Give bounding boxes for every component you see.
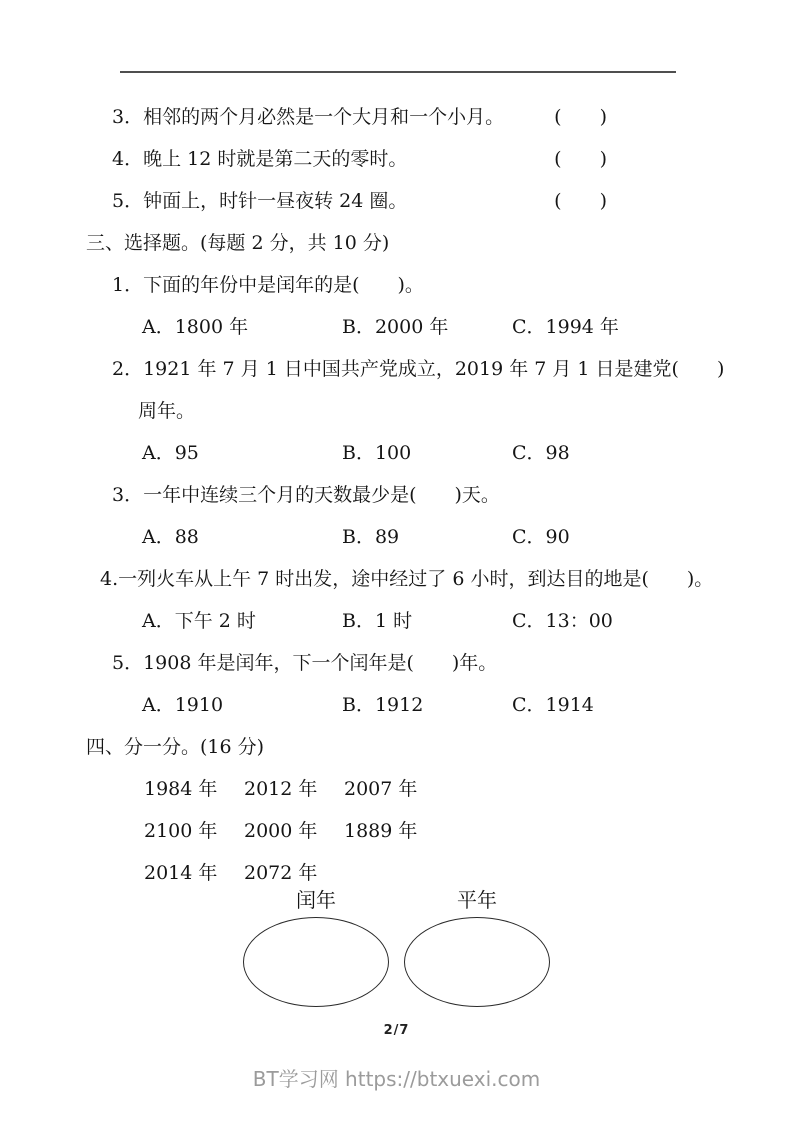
question-2-text: 2．1921 年 7 月 1 日中国共产党成立，2019 年 7 月 1 日是建党( ) [112,358,725,380]
option-a: A．95 [142,442,199,464]
question-1-options [86,306,707,348]
common-year-label: 平年 [457,888,497,912]
year-item: 2072 年 [244,862,318,884]
question-1-text: 1．下面的年份中是闰年的是( )。 [112,274,424,296]
page-content [86,96,725,1092]
option-a: A．下午 2 时 [142,610,256,632]
year-item: 2100 年 [144,820,218,842]
judgment-item-4 [86,138,607,180]
option-c: C．1914 [512,694,594,716]
option-c: C．98 [512,442,570,464]
year-item: 1889 年 [344,820,418,842]
year-row-1 [86,768,707,810]
judgment-item-3 [86,96,607,138]
option-b: B．2000 年 [342,316,449,338]
judgment-text: 5．钟面上，时针一昼夜转 24 圈。 [112,190,408,212]
page-number: 2/7 [383,1023,410,1038]
option-b: B．1912 [342,694,424,716]
judgment-text: 3．相邻的两个月必然是一个大月和一个小月。 [112,106,505,128]
judgment-item-5 [86,180,607,222]
question-2-continuation: 周年。 [138,400,196,422]
option-c: C．90 [512,526,570,548]
option-a: A．1800 年 [142,316,249,338]
question-5-options [86,684,707,726]
judgment-text: 4．晚上 12 时就是第二天的零时。 [112,148,408,170]
header-divider [120,71,676,73]
watermark-text: BT学习网 https://btxuexi.com [252,1067,541,1091]
leap-year-circle [243,917,389,1007]
section-heading-sort: 四、分一分。(16 分) [86,736,265,758]
year-row-2 [86,810,707,852]
option-b: B．100 [342,442,412,464]
question-3-options [86,516,707,558]
option-c: C．13：00 [512,610,613,632]
question-2-options [86,432,707,474]
option-b: B．1 时 [342,610,413,632]
answer-blank: ( ) [554,106,607,128]
answer-blank: ( ) [554,148,607,170]
option-a: A．88 [142,526,199,548]
question-4-options [86,600,707,642]
option-a: A．1910 [142,694,224,716]
question-3-text: 3．一年中连续三个月的天数最少是( )天。 [112,484,500,506]
question-4-text: 4.一列火车从上午 7 时出发，途中经过了 6 小时，到达目的地是( )。 [100,568,714,590]
year-item: 2012 年 [244,778,318,800]
year-item: 2014 年 [144,862,218,884]
year-item: 1984 年 [144,778,218,800]
answer-blank: ( ) [554,190,607,212]
sorting-circles [86,917,707,1007]
common-year-circle [404,917,550,1007]
option-c: C．1994 年 [512,316,619,338]
year-item: 2000 年 [244,820,318,842]
section-heading-choice: 三、选择题。(每题 2 分，共 10 分) [86,232,390,254]
year-item: 2007 年 [344,778,418,800]
leap-year-label: 闰年 [296,888,336,912]
question-5-text: 5．1908 年是闰年，下一个闰年是( )年。 [112,652,498,674]
option-b: B．89 [342,526,400,548]
